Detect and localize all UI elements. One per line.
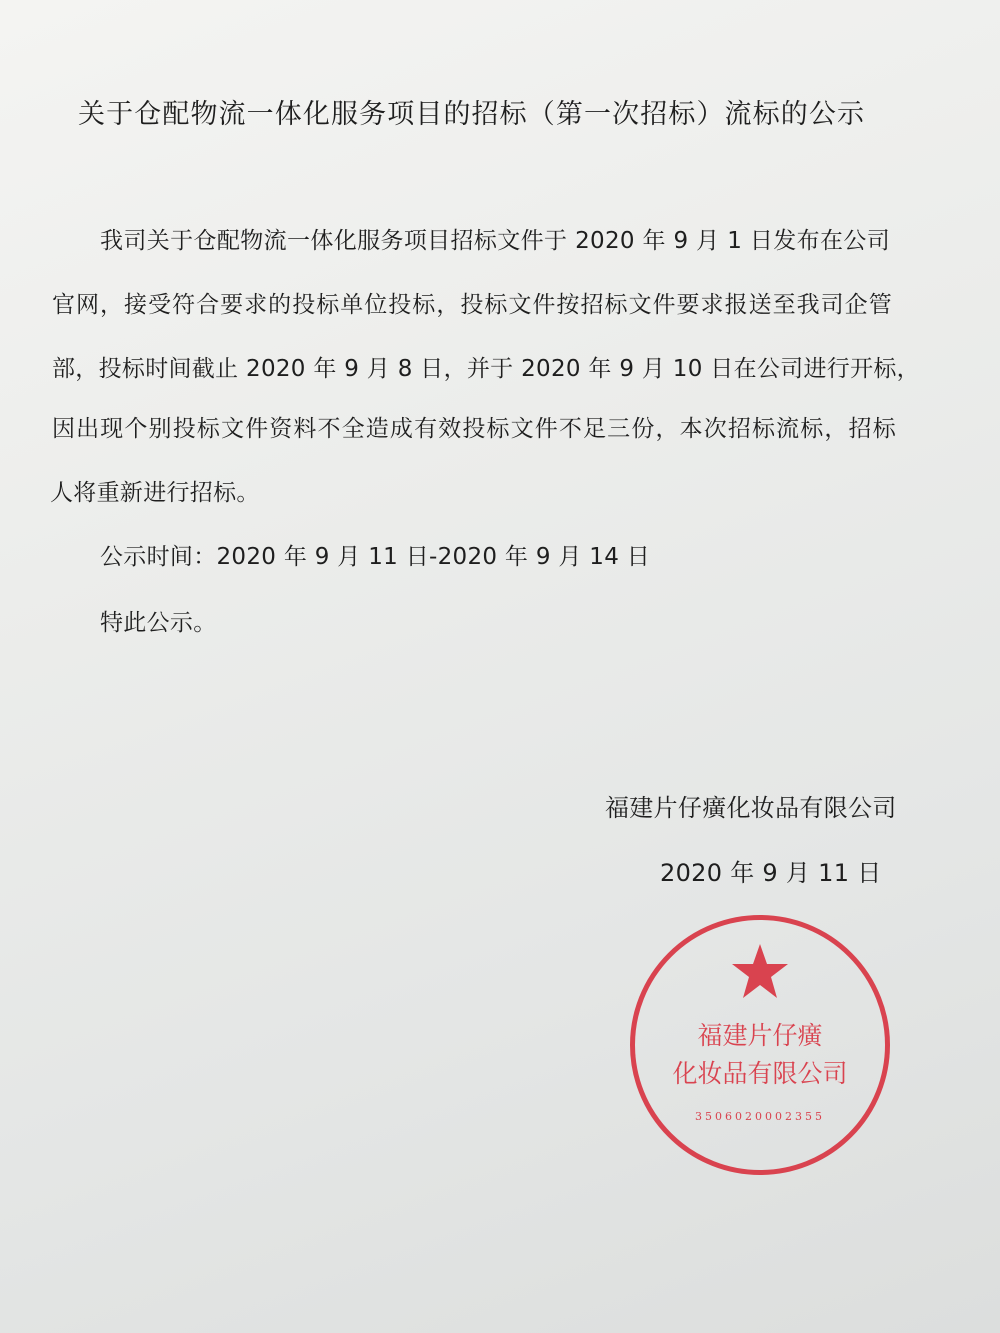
body-line-4: 因出现个别投标文件资料不全造成有效投标文件不足三份，本次招标流标，招标 bbox=[52, 416, 896, 442]
body-line-2: 官网，接受符合要求的投标单位投标，投标文件按招标文件要求报送至我司企管 bbox=[52, 292, 892, 318]
closing-text: 特此公示。 bbox=[100, 610, 217, 636]
signature-company: 福建片仔癀化妆品有限公司 bbox=[605, 794, 897, 822]
seal-star-icon bbox=[730, 942, 790, 1002]
seal-code: 3506020002355 bbox=[695, 1110, 825, 1123]
seal-company-name-line-1: 福建片仔癀 bbox=[697, 1021, 823, 1050]
body-line-1: 我司关于仓配物流一体化服务项目招标文件于 2020 年 9 月 1 日发布在公司 bbox=[100, 228, 890, 254]
company-seal bbox=[630, 915, 890, 1175]
body-line-3: 部，投标时间截止 2020 年 9 月 8 日，并于 2020 年 9 月 10 日在公司进行开标， bbox=[52, 356, 920, 382]
body-line-5: 人将重新进行招标。 bbox=[50, 480, 260, 506]
document-title: 关于仓配物流一体化服务项目的招标（第一次招标）流标的公示 bbox=[78, 99, 864, 130]
signature-date: 2020 年 9 月 11 日 bbox=[660, 859, 882, 887]
notice-period: 公示时间：2020 年 9 月 11 日-2020 年 9 月 14 日 bbox=[100, 544, 651, 570]
seal-company-name-line-2: 化妆品有限公司 bbox=[672, 1059, 848, 1088]
